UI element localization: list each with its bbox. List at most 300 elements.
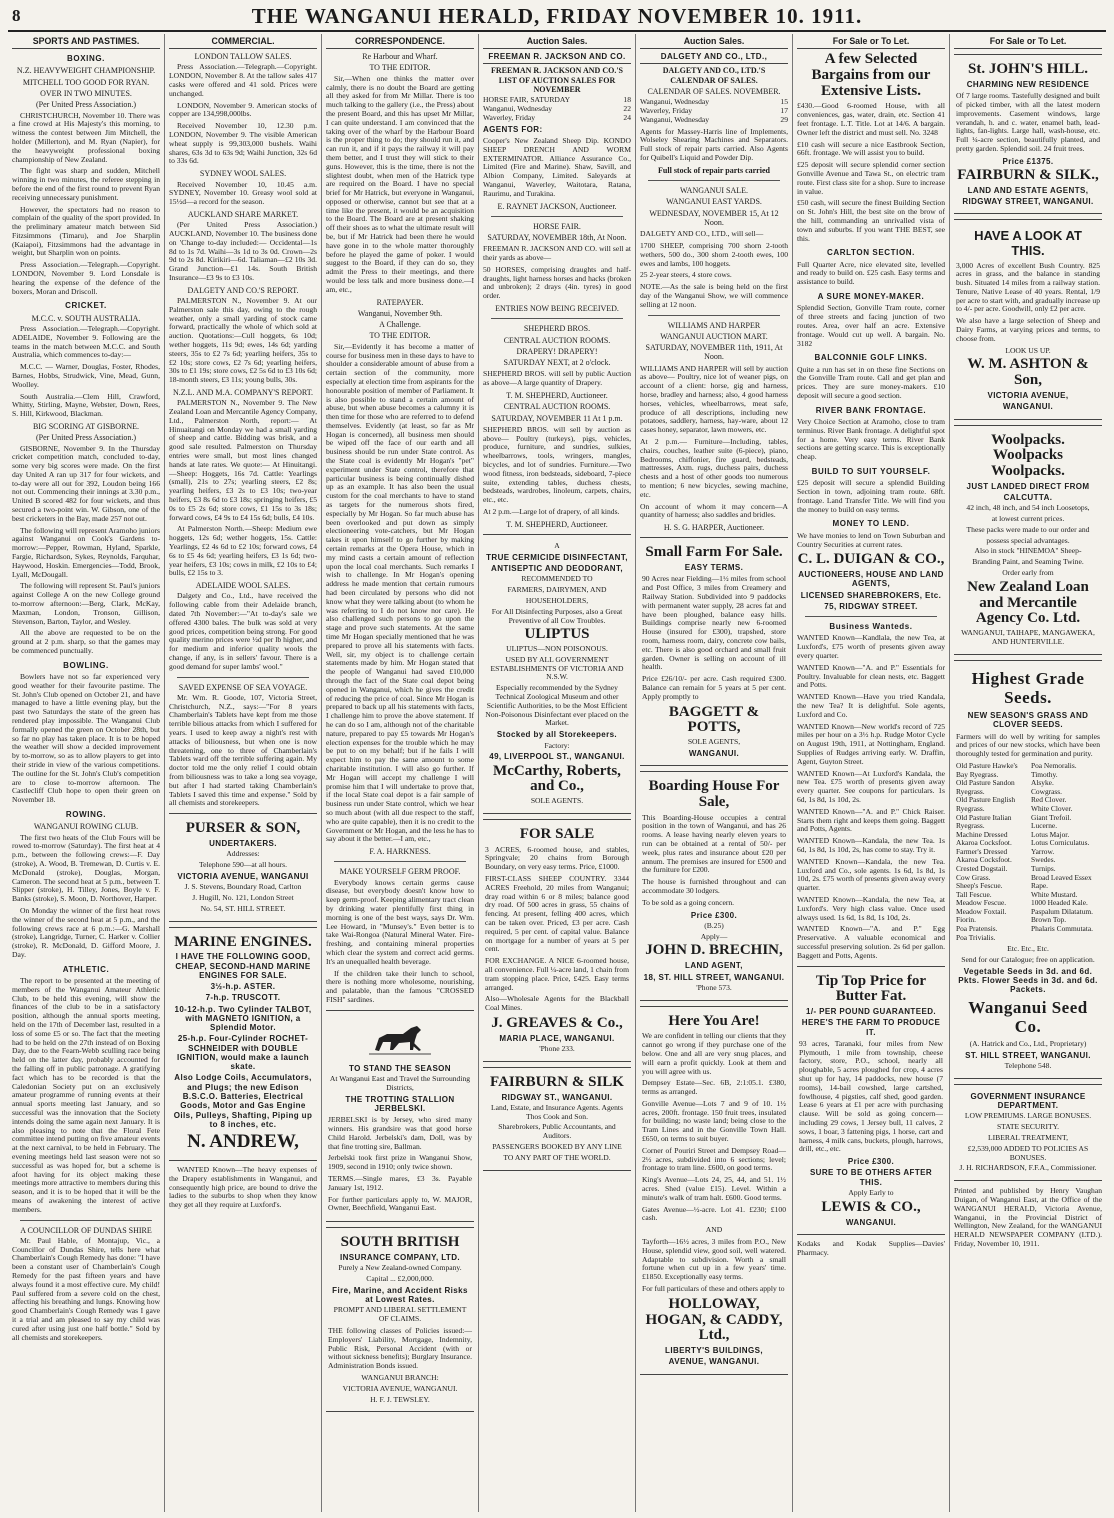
advertiser-name: PURSER & SON, <box>185 820 301 837</box>
column-header: For Sale or To Let. <box>954 34 1102 49</box>
advert-line: LICENSED SHAREBROKERS, Etc. <box>800 590 942 600</box>
section-heading: Business Wanteds. <box>829 622 913 632</box>
advert-line: At Wanganui East and Travel the Surrounding Districts, <box>329 1074 471 1092</box>
advert-line: These packs were made to our order and <box>966 524 1090 534</box>
advert-line: Apply Early to <box>848 1187 894 1197</box>
seed-item: Crested Dogstail. <box>956 864 1008 873</box>
article-text: GISBORNE, November 9. In the Thursday cricket competition match, concluded to-day, some very big scores were made. On the first day United A ran up 317 for four wickets, and to-day were all out for 392, Loudon being 166 not out. Commencing their innings at 3.30 p.m., United B scored 482 for four wickets, and thus secured a two-point win. W. Gibson, one of the best cricketers in the Bay, made 257 not out. <box>12 443 160 523</box>
advert-line: ANTISEPTIC AND DEODORANT, <box>491 564 623 574</box>
seed-item: White Clover. <box>1031 803 1073 813</box>
article-text: Press Association.—Telegraph.—Copyright. ADELAIDE, November 9. Following are the teams in the match between M.C.C. and South Australia, which commences to-day:— <box>12 324 160 360</box>
advert-line: at lowest current prices. <box>991 514 1065 524</box>
advert-line: Also Lodge Coils, Accumulators, and Plugs; the new Edison B.S.C.O. Batteries, Electrical Goods, Motor and Gas Engine Oils, Pulleys, Shafting, Piping up to 8 inches, etc. <box>173 1073 313 1129</box>
advert-text: 1700 SHEEP, comprising 700 shorn 2-tooth wethers, 500 do., 300 shorn 2-tooth ewes, 100 ewes and lambs, 100 hoggets. <box>640 240 788 268</box>
advertiser-name: McCarthy, Roberts, and Co., <box>493 762 621 795</box>
calendar-row <box>640 116 788 125</box>
advert-line: 75, RIDGWAY STREET. <box>824 601 918 611</box>
advert-line: AND <box>705 1225 723 1235</box>
advert-line: I HAVE THE FOLLOWING GOOD, CHEAP, SECOND-HAND MARINE ENGINES FOR SALE. <box>175 952 311 980</box>
advert-line: PROMPT AND LIBERAL SETTLEMENT OF CLAIMS. <box>333 1305 467 1324</box>
section-heading: ROWING. <box>65 810 107 820</box>
column-header: For Sale or To Let. <box>797 34 945 49</box>
seed-item: Old Pasture English Ryegrass. <box>956 795 1016 813</box>
advert-text: 3,000 Acres of excellent Bush Country. 825 acres in grass, and the balance in standing bush. Situated 14 miles from a railway station. Tenure, Native Lease of 40 years. Rental, 1/9 per acre to start with, and gradually increase up to 4/- per acre. Goodwill, only £2 per acre. <box>956 260 1101 314</box>
advert-line: CENTRAL AUCTION ROOMS. <box>503 402 611 412</box>
section-heading: CRICKET. <box>65 301 107 311</box>
calendar-label: Wanganui, Wednesday <box>640 97 710 107</box>
column-for-sale-1 <box>793 34 950 1512</box>
advert-text: We are confident in telling our clients that they cannot go wrong if they purchase one of the below. One and all are very snug places, and will earn a profit quickly. Look at them and you will agree with us. <box>642 1031 786 1076</box>
sales-calendar <box>640 98 788 124</box>
advert-heading: HORSE FAIR. <box>533 221 581 231</box>
advertiser-name: LEWIS & CO., <box>821 1198 921 1215</box>
credit-line: (Per United Press Association.) <box>36 433 136 443</box>
seed-item: Poa Nemoralis. <box>1031 761 1077 771</box>
listing-text: Splendid Section, Gonville Tram route, corner of three streets and facing junction of two routes. Area, over half an acre. Extensive frontage. Would cut up well. A bargain. No. 3182 <box>797 303 945 348</box>
wanted-notice: WANTED Known—"A. and P." Essentials for Poultry. Invaluable for clean nests, etc. Baggett and Potts. <box>797 662 945 690</box>
brand-name: ULIPTUS <box>524 626 590 643</box>
article-title: ADELAIDE WOOL SALES. <box>195 581 291 591</box>
masthead <box>8 4 1106 32</box>
article-text: The report to be presented at the meeting of members of the Wanganui Amateur Athletic Club, to be held this evening, will show the finances of the club to be in a satisfactory position, although the annual sports meeting, held on the 17th of December last, resulted in a loss of some £5 or so. The fact that the meeting had to be held on the 27th instead of on Boxing Day, due to the Fearn-Webb sculling race being held on the latter day, probably accounted for the falling off in public patronage. A gratifying fact which has to be recorded is that the Caledonian Society put on an exclusively amateur programme of running events at their annual sports meeting last January, and so successful was the innovation that the Society intends doing the same again next January. It is also pleasing to note that the Floral Fete committee intend putting on five amateur events at the next carnival, to be held in February. The evening meetings held last season were not so successful as was hoped for, but a scheme is afoot having for its object making these meetings more attractive to members during this season, and it is to be hoped that it will be the means of awakening the interest of active members. <box>12 976 160 1214</box>
advert-line: Order early from <box>1002 568 1054 578</box>
article-title: N.Z.L. AND M.A. COMPANY'S REPORT. <box>172 387 314 397</box>
divider <box>648 180 780 181</box>
article-title: SAVED EXPENSE OF SEA VOYAGE. <box>178 682 308 692</box>
article-title: LONDON TALLOW SALES. <box>194 52 292 62</box>
advert-line: FARMERS, DAIRYMEN, AND <box>507 585 607 595</box>
butter-fat-advert <box>797 966 945 1235</box>
advert-text: DALGETY AND CO., LTD., will sell— <box>640 229 764 239</box>
advertiser-name: BAGGETT & POTTS, <box>668 703 760 736</box>
advert-line: RECOMMENDED TO <box>521 574 593 584</box>
credit-line: (Per United Press Association.) <box>36 100 136 110</box>
advert-line: EASY TERMS. <box>684 563 744 573</box>
advert-signature: H. S. G. HARPER, Auctioneer. <box>663 523 765 533</box>
calendar-date: 18 <box>623 95 631 105</box>
article-title: MAKE YOURSELF GERM PROOF. <box>339 867 461 877</box>
listing-text: Very Choice Section at Aramoho, close to tram terminus. River Bank frontage. A delightful spot for a home. Very easy terms. River Bank sections are getting scarce. This is exceptionally cheap. <box>797 417 945 462</box>
article-text: However, the spectators had no reason to complain of the quality of the sport provided. In the preliminary amateur match between Sid Fitzsimmons (Timaru), and Joe Sharplin (Kaiapoi), Fitzsimmons had the advantage in weight, but Sharplin won on points. <box>12 204 160 258</box>
wanted-notice: WANTED Known—Kandala, the new Tea. Luxford and Co., sole agents. 1s 6d, 1s 8d, 1s 10d, 2s. £75 worth of presents given away every quarter. <box>797 856 945 893</box>
boarding-house-advert <box>640 771 788 1000</box>
wanted-notice: WANTED Known—Kandala, the new Tea. 1s 6d, 1s 8d, 1s 10d, 2s, has come to stay. Try it. <box>797 836 945 854</box>
advert-line: AVENUE, WANGANUI. <box>668 1357 760 1367</box>
advert-text: We also have a large selection of Sheep and Dairy Farms, at varying prices and terms, to choose from. <box>956 316 1100 343</box>
advert-line: Branding Paint, and Seaming Twine. <box>972 557 1084 567</box>
column-header: Auction Sales. <box>640 34 788 49</box>
advert-line: J. S. Stevens, Boundary Road, Carlton <box>184 882 302 892</box>
advert-line: WANGANUI. <box>688 748 740 758</box>
advert-text: At 2 p.m.—Large lot of drapery, of all kinds. <box>483 506 620 516</box>
article-title: WANGANUI ROWING CLUB. <box>33 822 139 832</box>
wanted-notice: WANTED Known—"A. and P." Egg Preservative. A valuable economical and successful preserving solution. 2s 6d per gallon. Baggett and Potts, Agents. <box>797 924 945 960</box>
article-text: (Per United Press Association.) AUCKLAND, November 10. The business done on 'Change to-day included:— Occidental—1s 8d to 1s 7d. Waihi—3s 1d to 3s 0d. Crown—2s 9d to 2s 8d. Kirikiri—6d. Taliaman—£2 10s 3d. Grand Junction—£1 14s. South British Insurance—£3 9s to £3 10s. <box>169 220 317 282</box>
listing-heading: BUILD TO SUIT YOURSELF. <box>811 467 931 477</box>
advert-heading: DALGETY AND CO., LTD.'S CALENDAR OF SALES. <box>662 66 766 85</box>
listing-text: £50 cash, will secure the finest Building Section on St. John's Hill, the best site on the brow of the hill, commanding an unrivalled vista of town and suburbs. If you want THE BEST, see this. <box>797 198 945 243</box>
article-title: Re Harbour and Wharf. <box>362 52 438 62</box>
advert-heading: TRUE CERMICIDE DISINFECTANT, <box>486 552 628 562</box>
advert-line: LAND AND ESTATE AGENTS, <box>967 185 1089 195</box>
advert-line: RIDGWAY ST., WANGANUI. <box>501 1092 613 1102</box>
seed-item: Poa Trivialis. <box>956 932 996 942</box>
article-title: A Challenge. <box>379 320 421 330</box>
listing-heading: A SURE MONEY-MAKER. <box>817 292 925 302</box>
advert-text: SHEPHERD BROS. will sell by auction as above— Poultry (turkeys), pigs, vehicles, produce, furniture, and sundries, sulkies, wheelbarrows, tools, wringers, mangles, bicycles, and lot of sundries. Furniture.—Two wood fitness, iron bedsteads, sideboard, 7-piece suite, extending tables, duchess chests, bedsteads, wardrobes, linoleum, carpets, chairs, etc., etc. <box>483 424 631 505</box>
advert-heading: Highest Grade Seeds. <box>971 668 1085 708</box>
advert-text: TERMS.—Single mares, £3 3s. Payable January 1st, 1912. <box>328 1174 472 1192</box>
salutation: TO THE EDITOR. <box>369 331 431 341</box>
calendar-row <box>483 114 631 123</box>
article-title: SYDNEY WOOL SALES. <box>199 169 287 179</box>
article-text: Dalgety and Co., Ltd., have received the following cable from their Adelaide branch, dated 7th November:—"At to-day's sale we offered 4300 bales. The bulk was sold at very good prices, competition being strong. For good quality merino prices were ½d per lb higher, and for medium and inferior quality wools the change, if any, is in sellers' favour. There is a good demand for super lambs' wool." <box>169 591 317 671</box>
advert-line: WANGANUI. <box>1002 402 1054 412</box>
advert-text: FIRST-CLASS SHEEP COUNTRY. 3344 ACRES Freehold, 20 miles from Wanganui; dray road within 6 or 8 miles; balance good dry road. Of 500 acres in grass, 55 chains of fencing. At present, felling 400 acres, which can be taken over. Priced, £3 per acre. Cash required, 5 per cent. of capital value. Balance on mortgage for a number of years at 5 per cent. <box>485 874 629 954</box>
article-text: The following will represent St. Paul's juniors against College A on the new College ground to-morrow afternoon:—Berg, Clark, McKay, Maxman, London, Tronson, Gillison, Stevenson, Barton, Taylor, and Wesley. <box>12 581 160 626</box>
advert-line: Also in stock "HINEMOA" Sheep- <box>974 546 1082 556</box>
advert-line: THE TROTTING STALLION JERBELSKI. <box>345 1094 455 1113</box>
seed-item: Timothy. <box>1031 769 1058 779</box>
listing-heading: BALCONNIE GOLF LINKS. <box>814 353 928 363</box>
advert-line: JUST LANDED DIRECT FROM <box>966 481 1090 491</box>
column-commercial <box>165 34 322 1512</box>
divider <box>648 315 780 316</box>
calendar-label: Wanganui, Wednesday <box>640 114 710 124</box>
article-text: Sir,—When one thinks the matter over calmly, there is no doubt the Board are getting all they asked for from Mr Millar. There is too much talking to the gallery (i.e., the Press) about the present Board, and this has upset Mr Millar, I can quite understand. I am convinced that the taking over of the wharf by the Harbour Board is the proper thing to do; they should run it, and can run it, and if it pays the railway it will pay them better, and I trust they will stick to their guns. However, this is the time, there is not the slightest doubt, when men of the Hatrick type are required on the Board. I have no special brief for Mr Hatrick, but everyone in Wanganui, opposed or otherwise, cannot but see that at a time like the present, it would be an acquisition to the Board. The Board are at present shaking off their shoes as to what the ultimate result will be, but if Mr Hatrick had been there he would have gone in to the whole matter thoroughly before he played the game of poker. I would suggest to the Board, if they can do so, they admit the Press to their meetings, and there would be less talk and more business done.—I am, etc., <box>326 73 474 294</box>
listing-text: £25 deposit will secure a splendid Building Section in town, adjoining tram route. 68ft. frontage. Land Transfer Title. We will find you the money to build on easy terms. <box>797 478 945 514</box>
article-title: M.C.C. v. SOUTH AUSTRALIA. <box>31 313 141 323</box>
advertiser-name: HOLLOWAY, HOGAN, & CADDY, Ltd., <box>645 1295 783 1344</box>
seed-item: Phalaris Commutata. <box>1031 924 1093 934</box>
advert-text: Farmers will do well by writing for samples and prices of our new stocks, which have been thoroughly tested for germination and purity. <box>956 731 1100 759</box>
advert-line: 10-12-h.p. Two Cylinder TALBOT, with MAGNETO IGNITION, a Splendid Motor. <box>174 1004 312 1033</box>
calendar-label: Wanganui, Wednesday <box>483 104 553 114</box>
advert-text: The house is furnished throughout and can accommodate 30 lodgers. <box>642 877 786 896</box>
article-text: On Monday the winner of the first heat rows the winner of the second heat at 5 p.m., and the following crews race at 6 p.m.:—G. Marshall (stroke), Langridge, Turner, C. Harker v. Collier (stroke), R. McDonald, D. Gifford Moore, J. Day. <box>12 905 160 959</box>
advert-line: LOW PREMIUMS. LARGE BONUSES. <box>964 1111 1092 1121</box>
article-title: MITCHELL TOO GOOD FOR RYAN. <box>22 77 150 87</box>
columns <box>8 34 1106 1512</box>
advert-text: To be sold as a going concern. <box>642 897 735 907</box>
st-johns-advert <box>954 54 1102 214</box>
advert-text: Also—Wholesale Agents for the Blackball Coal Mines. <box>485 994 629 1013</box>
section-heading: BOWLING. <box>63 660 109 670</box>
seed-item: Turnips. <box>1031 864 1056 873</box>
advert-text: Cooper's New Zealand Sheep Dip. KONDO SHEEP DRENCH AND WORM EXTERMINATOR. Alliance Assurance Co., Limited (Fire and Marine). Shaw, Savill, and Albion Company, Limited. Saleyards at Wanganui, Waverley, Waitotara, Ratana, Raurimu, and Turakina. <box>483 135 631 198</box>
seed-item: Poa Pratensis. <box>956 924 998 934</box>
column-correspondence <box>322 34 479 1512</box>
advert-text: At 2 p.m.— Furniture—Including, tables, chairs, couches, leather suite (6-piece), piano, Bedrooms, chiffonier, fire guard, bedsteads, mattresses, Axm. rugs, duchess pairs, duchess chests and a host of other goods too numerous to mention; 6 new bicycles, sewing machine, etc. <box>640 436 788 499</box>
advert-line: For All Disinfecting Purposes, also a Great Preventive of all Cow Troubles. <box>491 606 623 625</box>
advert-line: J. Hugill, No. 121, London Street <box>192 892 294 902</box>
advert-line: 'Phone 573. <box>696 982 732 992</box>
advert-line: WANGANUI. <box>845 1217 897 1227</box>
advert-line: possess special advantages. <box>986 535 1070 545</box>
article-text: M.C.C. — Warner, Douglas, Foster, Rhodes, Barnes, Hobbs, Strudwick, Vine, Mead, Gunn, Woolley. <box>12 362 160 389</box>
advert-subtitle: INSURANCE COMPANY, LTD. <box>339 1252 461 1262</box>
listing-text: £10 cash will secure a nice Eastbrook Section, 66ft. frontage. We will assist you to build. <box>797 139 945 158</box>
advertiser-name: SHEPHERD BROS. <box>523 324 591 334</box>
seed-item: Old Pasture Sandon Ryegrass. <box>956 778 1015 796</box>
article-title: OVER IN TWO MINUTES. <box>40 89 132 98</box>
seed-item: Lotus Major. <box>1031 829 1070 839</box>
advert-line: H. F. J. TEWSLEY. <box>370 1394 430 1404</box>
seed-item: Tall Fescue. <box>956 889 992 899</box>
article-title: AUCKLAND SHARE MARKET. <box>187 209 299 219</box>
divider <box>805 616 937 617</box>
advert-heading: A few Selected Bargains from our Extensive Lists. <box>811 51 931 99</box>
kodak-notice: Kodaks and Kodak Supplies—Davies' Pharmacy. <box>797 1238 945 1257</box>
advert-text: 25 2-year steers, 4 store cows. <box>640 270 732 280</box>
advert-line: Purely a New Zealand-owned Company. <box>338 1263 462 1273</box>
advert-line: Addresses: <box>226 849 260 859</box>
sales-calendar <box>483 96 631 122</box>
advert-line: SATURDAY NEXT, at 2 o'clock. <box>503 358 611 368</box>
advert-line: NEW SEASON'S GRASS AND CLOVER SEEDS. <box>967 711 1089 730</box>
article-title: A COUNCILLOR OF DUNDAS SHIRE <box>20 1225 152 1235</box>
advert-line: 1/- PER POUND GUARANTEED. <box>805 1007 936 1016</box>
advertiser-name: FAIRBURN & SILK., <box>957 167 1099 184</box>
small-farm-advert <box>640 537 788 766</box>
advert-line: (A. Hatrick and Co., Ltd., Proprietary) <box>969 1039 1087 1049</box>
page-number: 8 <box>12 6 21 25</box>
advert-heading: TO STAND THE SEASON <box>349 1063 451 1073</box>
advert-heading: FREEMAN R. JACKSON AND CO.'S LIST OF AUCTION SALES FOR NOVEMBER <box>490 66 623 94</box>
listing-heading: RIVER BANK FRONTAGE. <box>815 405 927 415</box>
calendar-date: 29 <box>780 114 788 124</box>
advert-reference: (B.25) <box>704 920 724 930</box>
seed-item: Cow Grass. <box>956 872 991 882</box>
purser-advert <box>169 813 317 921</box>
listing-text: We have monies to lend on Town Suburban and Country Securities at current rates. <box>797 530 945 549</box>
advert-text: SHEPHERD BROS. will sell by public Auction as above—A large quantity of Drapery. <box>483 369 631 388</box>
advert-text: King's Avenue—Lots 24, 25, 44, and 51. 1½ acres. Shed (value £15). Level. Within a minute's walk of tram halt. £600. Good terms. <box>642 1175 786 1202</box>
seed-item: Meadow Foxtail. <box>956 906 1007 916</box>
advert-line: Vegetable Seeds in 3d. and 6d. Pkts. Flower Seeds in 3d. and 6d. Packets. <box>958 966 1098 995</box>
advert-line: WANGANUI AUCTION MART. <box>660 331 768 341</box>
advert-line: Apply— <box>700 931 728 941</box>
advertiser-name: New Zealand Loan and Mercantile Agency Co. Ltd. <box>967 578 1089 627</box>
advert-text: 3 ACRES, 6-roomed house, and stables, Springvale; 20 chains from Borough Boundary, on very easy terms. Price, £1000. <box>485 844 629 872</box>
advert-text: FOR EXCHANGE. A NICE 6-roomed house, all convenience. Full ¼-acre land, 1 chain from tram stopping place. Price, £425. Easy terms arranged. <box>485 956 629 992</box>
govt-insurance-advert <box>954 1084 1102 1181</box>
section-heading: BOXING. <box>67 54 105 64</box>
advert-line: Fire, Marine, and Accident Risks at Lowest Rates. <box>332 1285 468 1305</box>
advert-line: WANGANUI BRANCH: <box>361 1372 439 1382</box>
advertiser-name: N. ANDREW, <box>187 1131 299 1153</box>
advert-line: Especially recommended by the Sydney Technical Zoological Museum and other Scientific Authorities, to be the Most Efficient Non-Poisonous Disinfectant ever placed on the Market. <box>485 683 629 728</box>
advert-line: SATURDAY, NOVEMBER 11 At 1 p.m. <box>491 413 623 423</box>
advert-text: Price £26/10/- per acre. Cash required £300. Balance can remain for 5 years at 5 per cent. Apply promptly to <box>642 674 786 701</box>
advert-line: HERE'S THE FARM TO PRODUCE IT. <box>801 1018 941 1037</box>
seed-item: Swedes. <box>1031 855 1056 865</box>
advertiser-name: FREEMAN R. JACKSON AND CO. <box>483 52 631 64</box>
advert-text: THE following classes of Policies issued:—Employers' Liability, Mortgage, Indemnity, Public Risk, Personal Accident (with or without sickness benefits); Burglary Insurance. Administration Bonds issued. <box>328 1325 472 1371</box>
fairburn-advert <box>483 1067 631 1171</box>
column-sports <box>8 34 165 1512</box>
calendar-date: 17 <box>780 106 788 116</box>
advert-line: £2,539,000 ADDED TO POLICIES AS BONUSES. <box>967 1143 1089 1162</box>
advert-line: 7-h.p. TRUSCOTT. <box>205 993 281 1003</box>
advert-line: CHARMING NEW RESIDENCE <box>966 79 1090 89</box>
advert-text: Tayforth—16½ acres, 3 miles from P.O., New House, splendid view, good soil, well watered. Adaptable to subdivision. Worth a small fortune when cut up in a few years' time. £1850. Exceptionally easy terms. <box>642 1237 786 1282</box>
woolpacks-advert <box>954 425 1102 655</box>
uliptus-advert <box>483 534 631 814</box>
seed-item: Broad Leaved Essex Rape. <box>1031 872 1092 891</box>
stallion-advert <box>326 1010 474 1222</box>
advertiser-name: C. L. DUIGAN & CO., <box>797 551 945 568</box>
advert-line: CALENDAR OF SALES. NOVEMBER. <box>647 87 781 96</box>
advert-line: 42 inch, 48 inch, and 54 inch Loosetops, <box>966 503 1090 513</box>
listing-heading: MONEY TO LEND. <box>832 519 910 529</box>
article-text: PALMERSTON N., November 9. At our Palmerston sale this day, owing to the rough weather, only a small yarding of stock came forward, practically the whole of which sold at auction. Quotations:—Cull hoggets, 6s 10d; wether hoggets, 11s 9d; ewes, 14s 6d; yarding steers, 35s to £2 7s 6d; yearling heifers, 35s to £2 10s; store cows, £2 7s 6d; yearling heifers, 30s to £1 19s; store cows, £2 5s 6d to £3 10s 6d; 18-month steers, £3 11s; young bulls, 30s. <box>169 296 317 385</box>
seed-item: 1000 Headed Kale. <box>1031 898 1088 908</box>
seed-item: Cowgrass. <box>1031 786 1062 796</box>
advert-price: Price £1375. <box>1002 156 1054 166</box>
advert-text: 93 acres, Taranaki, four miles from New Plymouth, 1 mile from township, cheese factory, store, P.O., school, nearly all ploughable, 5 acres ploughed for crop, 4 acres shut up for hay, 14 paddocks, new house (7 rooms), 14-bail cowshed, large cartshed, fowlhouse, 4 pigsties, calf shed, good garden. Lease 6 years at £1 per acre with purchasing clause. Will be sold as going concern—including 29 cows, 1 Jersey bull, 11 calves, 2 sows, 1 boar, 3 fattening pigs, 1 horse, cart and harness, 4 milk cans, buckets, plough, harrows, drill, etc., etc. <box>799 1038 943 1154</box>
advert-line: ENTRIES NOW BEING RECEIVED. <box>495 304 619 314</box>
for-sale-advert <box>483 819 631 1062</box>
article-text: At Palmerston North.—Sheep: Medium ewe hoggets, 12s 6d; wether hoggets, 15s. Cattle: Yearlings, £2 4s 6d to £2 10s; forward cows, £4 6s to £5 4s 6d; yearling heifers, £3 1s 6d; two-year heifers, £3 10s; cows in milk, £2 10s to £4; bulls, £2 15s to 3. <box>169 524 317 578</box>
advert-line: VICTORIA AVENUE, <box>987 390 1069 400</box>
article-text: Received November 10, 12.30 p.m. LONDON, November 9. The visible American wheat supply is 99,303,000 bushels. Waihi shares, 63s 3d to 63s 9d; Waihi Junction, 32s 6d to 33s 6d. <box>169 121 317 166</box>
advert-line: Telephone 590—at all hours. <box>198 860 288 870</box>
section-heading: ATHLETIC. <box>62 964 110 974</box>
column-header: Auction Sales. <box>483 34 631 49</box>
advert-line: MARIA PLACE, WANGANUI. <box>499 1033 615 1043</box>
advertiser-name: WILLIAMS AND HARPER <box>667 320 761 330</box>
advert-line: PASSENGERS BOOKED BY ANY LINE <box>492 1142 622 1151</box>
advert-line: USED BY ALL GOVERNMENT ESTABLISHMENTS OF VICTORIA AND N.S.W. <box>490 654 624 682</box>
advertiser-name: Wanganui Seed Co. <box>968 997 1088 1037</box>
advert-line: ST. HILL STREET, WANGANUI. <box>965 1050 1091 1060</box>
article-text: Sir,—Evidently it has become a matter of course for business men in these days to have to shoulder a considerable amount of abuse from a certain section of the community, more especially at election time from aspirants for the honourable position of member of Parliament. It is also possible to stand a certain amount of abuse, but when abuse becomes a calumny it is then time for those who are referred to to defend themselves. Evidently (at least, so far as Mr Hogan is concerned), all business men should be wiped off the face of our earth and all business should be run under State control. As the State coal is evidently Mr Hogan's "pet" experiment under State control, therefore that particular business is being continually dished up as an example. It has also been the usual custom for the coal merchants to have to stand as targets for the numerous shots fired, especially by Mr Hogan. So far much abuse has been overlooked and put down as simply electioneering vote-catchers, but Mr Hogan takes it upon himself to go further by making certain remarks at the Opera House, which in my mind casts a certain amount of reflection upon the local coal merchants. Such remarks I wish to challenge. In Mr Hogan's opening address he made mention that certain rumours had been circulated by persons who did not know what they were talking about (to whom he was referring to I do not know nor care). He also challenged such persons to go upon the stage and prove such statements. At the same time Mr Hogan specially mentioned that he was prepared to prove all his statements with facts. Well, sir, my object is to challenge certain statements made by him. Mr Hogan stated that the people of Wanganui had saved £10,000 through the fact of the State coal depot being opened in Wanganui, which he gives the credit of reducing the price of coal. Since Mr Hogan is prepared to back up all his statements with facts, I challenge him to prove the above statement. If he can do so I am, although not of the charitable nature, prepared to pay £5 towards Mr Hogan's election expenses for the trouble which he may be put to on my behalf; but if he fails I will expect him to pay the same amount to some charitable institution. I will also go further. If Mr Hogan will accept my challenge I will promise him that I will undertake to prove that, if the local State coal depot is a fair sample of business run under State control, which we hear so much about (with all due respect to the staff, who are quite capable), then it is no credit to the Government or Mr Hogan, and the less he has to say about it the better.—I am, etc., <box>326 341 474 844</box>
advertiser-name: J. GREAVES & Co., <box>491 1014 623 1031</box>
article-text: LONDON, November 9. American stocks of copper are 134,998,000lbs. <box>169 100 317 119</box>
advert-text: WILLIAMS AND HARPER will sell by auction as above— Poultry, nice lot of weaner pigs, on account of a client: horse, gig and harness, horse, bradley and harness; also, 4 good harness horses, vehicles, wheelbarrows, meat safe, produce of all descriptions, including new potatoes, saddlery, harness, hay-ware, about 12 cases honey, separator, lawn mowers, etc. <box>640 363 788 435</box>
advert-line: Land, Estate, and Insurance Agents. Agents Thos Cook and Son. <box>490 1102 623 1121</box>
advert-line: AUCTIONEERS, HOUSE AND LAND AGENTS, <box>798 570 944 589</box>
seed-item: Sheep's Fescue. <box>956 881 1003 891</box>
advert-line: 18, ST. HILL STREET, WANGANUI. <box>643 972 785 982</box>
wanted-notice: WANTED Known—"A. and P." Chick Raiser. Starts them right and keeps them going. Baggett and Potts, Agents. <box>797 806 945 834</box>
advert-heading: St. JOHN'S HILL. <box>967 61 1089 78</box>
wanted-notice: WANTED Known—At Luxford's Kandala, the new Tea. £75 worth of presents given away every quarter. See coupons for particulars. 1s 6d, 1s 8d, 1s 10d, 2s. <box>797 768 945 804</box>
letter-date: Wanganui, November 9th. <box>357 308 443 318</box>
article-title: DALGETY AND CO.'S REPORT. <box>187 285 299 295</box>
advert-subtitle: UNDERTAKERS. <box>209 838 277 848</box>
seed-item: Old Pasture Hawke's Bay Ryegrass. <box>956 761 1018 779</box>
calendar-date: 24 <box>623 112 631 122</box>
advert-heading: Boarding House For Sale, <box>648 778 780 810</box>
wanted-notice: WANTED Known—Have you tried Kandala, the new Tea? It is delightful. Sole agents, Luxford and Co. <box>797 692 945 719</box>
advert-line: WEDNESDAY, NOVEMBER 15, At 12 Noon. <box>649 208 779 227</box>
advert-line: VICTORIA AVENUE, WANGANUI <box>177 871 309 881</box>
advert-heading: Here You Are! <box>668 1012 760 1029</box>
seed-list <box>956 762 1100 942</box>
column-auctions-1 <box>479 34 636 1512</box>
seed-item: Fiorin. <box>956 915 976 925</box>
advert-line: HOUSEHOLDERS, <box>525 595 589 605</box>
advert-line: Send for our Catalogue; free on application. <box>961 955 1095 964</box>
divider <box>491 318 623 319</box>
advert-signature: E. RAYNET JACKSON, Auctioneer. <box>497 201 617 211</box>
column-header: COMMERCIAL. <box>169 34 317 49</box>
advert-line: WANGANUI, TAIHAPE, MANGAWEKA, AND HUNTERVILLE. <box>961 628 1095 646</box>
marine-engines-advert <box>169 927 317 1161</box>
advert-text: Of 7 large rooms. Tastefully designed and built of picked timber, with all the latest modern improvements. Casement windows, large verandah, h. and c. water, enamel bath, lead-lights, fan-lights. Large hall, wash-house, etc. Full ¼-acre section, beautifully planted, and pretty garden. Splendid soil. 24 fruit trees. <box>956 91 1100 153</box>
listing-text: £25 deposit will secure splendid corner section Gonville Avenue and Tawa St., on electric tram route. First class site for a shop. Sure to increase in value. <box>797 160 945 196</box>
advert-text: Gates Avenue—½-acre. Lot 41. £230; £100 cash. <box>642 1204 786 1223</box>
advert-line: Capital ... £2,000,000. <box>366 1274 434 1283</box>
letter-signature: F. A. HARKNESS. <box>369 847 431 857</box>
advertiser-name: JOHN D. BRECHIN, <box>645 942 783 959</box>
advert-heading: WANGANUI SALE. <box>680 186 748 196</box>
advert-text: 50 HORSES, comprising draughts and half-draughts, light harness horses and hacks (broken and unbroken); 2 drays (4in. tyres) in good order. <box>483 264 631 301</box>
listing-text: Quite a run has set in on these fine Sections on the Gonville Tram route. Call and get plan and prices. They are sure money-makers. £10 deposit will secure a good section. <box>797 364 945 400</box>
advert-line: LIBERAL TREATMENT, <box>987 1133 1068 1143</box>
column-header: SPORTS AND PASTIMES. <box>12 34 160 49</box>
seed-item: Farmer's Dressed Akaroa Cocksfoot. <box>956 846 1012 865</box>
calendar-date: 15 <box>780 97 788 107</box>
advert-line: SURE TO BE OTHERS AFTER THIS. <box>809 1168 933 1187</box>
article-text: South Australia.—Clem Hill, Crawford, Whitty, Stirling, Mayne, Webster, Down, Rees, S. Hill, Kirkwood, Blackman. <box>12 391 160 419</box>
advert-line: VICTORIA AVENUE, WANGANUI. <box>342 1383 458 1393</box>
advert-text: For further particulars apply to, W. MAJOR, Owner, Beechfield, Wanganui East. <box>328 1194 472 1213</box>
article-text: Mr. Paul Hable, of Montajup, Vic., a Councillor of Dundas Shire, tells here what Chamberlain's Cough Remedy has done: "I have been a constant user of Chamberlain's Cough Remedy for the past fifteen years and have always found it a most effective cure. My child! Paul suffered from a severe cold on the chest, affecting his breathing and lungs. Knowing how good Chamberlain's Cough Remedy was I gave it a trial and am pleased to say my child was cured after using just one half bottle." Sold by all chemists and storekeepers. <box>12 1235 160 1342</box>
article-text: Received November 10, 10.45 a.m. SYDNEY, November 10. Greasy wool sold at 15½d—a record for the season. <box>169 179 317 207</box>
advert-signature: T. M. SHEPHERD, Auctioneer. <box>506 519 608 529</box>
seed-item: Old Pasture Italian Ryegrass. <box>956 812 1012 831</box>
advert-text: Corner of Pouriri Street and Dempsey Road—2½ acres, subdivided into 6 sections; level; frontage to tram line. £600, on good terms. <box>642 1145 786 1173</box>
advert-heading: MARINE ENGINES. <box>174 933 312 950</box>
publisher-imprint: Printed and published by Henry Vaughan Duigan, of Wanganui East, at the Office of the WANGANUI HERALD, Victoria Avenue, Wanganui, in the Provincial District of Wellington, New Zealand, for the WANGANUI HERALD NEWSPAPER COMPANY (LTD.). Friday, November 10, 1911. <box>954 1186 1102 1248</box>
newspaper-title: THE WANGANUI HERALD, FRIDAY NOVEMBER 10. 1911. <box>251 4 863 28</box>
seed-item: Meadow Fescue. <box>956 898 1007 908</box>
advertiser-name: DALGETY AND CO., LTD., <box>640 52 788 64</box>
article-text: Press Association.—Telegraph.—Copyright. LONDON, November 8. At the tallow sales 417 casks were offered and 41 sold. Prices were unchanged. <box>169 62 317 98</box>
advert-signature: T. M. SHEPHERD, Auctioneer. <box>506 391 608 400</box>
advert-text: Gonville Avenue—Lots 7 and 9 of 10. 1½ acres, 200ft. frontage. 150 fruit trees, insulated for building; no waste land; being close to the Tram Lines and in the Gonville Town Hall. £650, on terms to suit buyer. <box>642 1098 786 1144</box>
seed-item: Machine Dressed Akaroa Cocksfoot. <box>956 829 1012 848</box>
divider <box>334 861 466 862</box>
advert-text: Dempsey Estate—Sec. 6B, 2:1:05.1. £380, terms as arranged. <box>642 1078 786 1097</box>
advert-line: A <box>554 541 560 551</box>
advertiser-name: W. M. ASHTON & Son, <box>967 356 1089 389</box>
seed-item: Giant Trefoil. <box>1031 812 1072 822</box>
advert-text: 90 Acres near Fielding—1½ miles from school and Post Office, 3 miles from Creamery and Railway Station. Subdivided into 9 paddocks with permanent water supply, 28 acres fat and have been ploughed, balance easy hills. Buildings comprise nearly new 6-roomed House (insured for £300), trapshed, store room, harness room, dairy, concrete cow bails, etc. There is also good orchard and small fruit garden. Owner is selling on account of ill health. <box>642 574 786 672</box>
south-british-advert <box>326 1227 474 1412</box>
advert-line: AGENTS FOR: <box>483 124 543 134</box>
advert-line: 49, LIVERPOOL ST., WANGANUI. <box>489 752 625 762</box>
advert-line: CALCUTTA. <box>1003 493 1053 503</box>
advert-line: Stocked by all Storekeepers. <box>496 730 618 740</box>
advert-price: Price £300. <box>690 910 738 920</box>
column-auctions-2 <box>636 34 793 1512</box>
article-text: Mr. Wm. R. Goode, 107, Victoria Street, Christchurch, N.Z., says:—"For 8 years Chamberlain's Tablets have kept from me those terrible bilious attacks from which I suffered for years. I used to keep away a night's rest with attacks of biliousness, but when one is now threatening, one to three of Chamberlain's Tablets ward off the terrible suffering again. My doctor told me the only relief I could obtain from biliousness was to take a long sea voyage, but after I had started taking Chamberlain's Tablets I saved this time and expense." Sold by all chemists and storekeepers. <box>169 692 317 808</box>
advert-line: SATURDAY, NOVEMBER 18th, At Noon. <box>487 233 627 243</box>
advert-line: Telephone 548. <box>1004 1061 1052 1071</box>
seed-item: Lotus Corniculatus. <box>1031 838 1090 848</box>
horse-illustration <box>369 1020 431 1060</box>
calendar-label: Waverley, Friday <box>483 112 536 122</box>
advert-line: WANGANUI EAST YARDS. <box>666 197 762 207</box>
advert-price: Price £300. <box>847 1157 895 1167</box>
advert-line: SOLE AGENTS, <box>687 737 741 747</box>
article-text: All the above are requested to be on the ground at 2 p.m. sharp, so that the games may be commenced punctually. <box>12 628 160 656</box>
advert-heading: HAVE A LOOK AT THIS. <box>974 228 1082 259</box>
